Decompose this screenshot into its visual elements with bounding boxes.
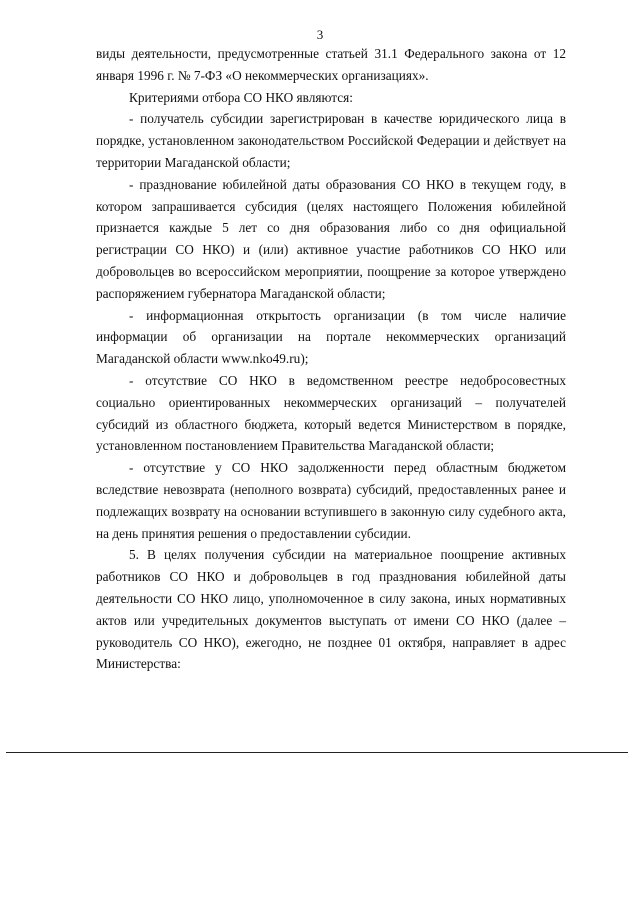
paragraph-clause-5: 5. В целях получения субсидии на материальное поощрение активных работников СО НКО и добровольцев в год празднования юбилейной даты деятельности СО НКО лицо, уполномоченное в силу закона, иных нормативных актов или учредительных документов выступать от имени СО НКО (далее – руководитель СО НКО), ежегодно, не позднее 01 октября, направляет в адрес Министерства: (96, 547, 566, 672)
paragraph-criterion-registration: - получатель субсидии зарегистрирован в качестве юридического лица в порядке, установленном законодательством Российской Федерации и действует на территории Магаданской области; (96, 111, 566, 170)
page-number: 3 (316, 27, 324, 42)
paragraph-criterion-debt: - отсутствие у СО НКО задолженности перед областным бюджетом вследствие невозврата (неполного возврата) субсидий, предоставленных ранее и подлежащих возврату на основании вступившего в законную силу судебного акта, на день принятия решения о предоставлении субсидии. (96, 460, 566, 541)
paragraph-activities-continuation: виды деятельности, предусмотренные статьей 31.1 Федерального закона от 12 января 1996 г. № 7-ФЗ «О некоммерческих организациях». (96, 46, 566, 83)
paragraph-criteria-heading: Критериями отбора СО НКО являются: (129, 89, 353, 105)
paragraph-criterion-openness: - информационная открытость организации (в том числе наличие информации об организации на портале некоммерческих организаций Магаданской области www.nko49.ru); (96, 307, 566, 367)
paragraph-criterion-registry: - отсутствие СО НКО в ведомственном реестре недобросовестных социально ориентированных некоммерческих организаций – получателей субсидий из областного бюджета, который ведется Министерством в порядке, установленном постановлением Правительства Магаданской области; (96, 372, 566, 454)
paragraph-criterion-anniversary: - празднование юбилейной даты образования СО НКО в текущем году, в котором запрашивается субсидия (целях настоящего Положения юбилейной признается каждые 5 лет со дня образования либо со дня официальной регистрации СО НКО) и (или) активное участие работников СО НКО или добровольцев во всероссийском мероприятии, поощрение за которое утверждено распоряжением губернатора Магаданской области; (96, 176, 566, 301)
footer-divider (6, 752, 628, 753)
document-body (96, 43, 566, 675)
